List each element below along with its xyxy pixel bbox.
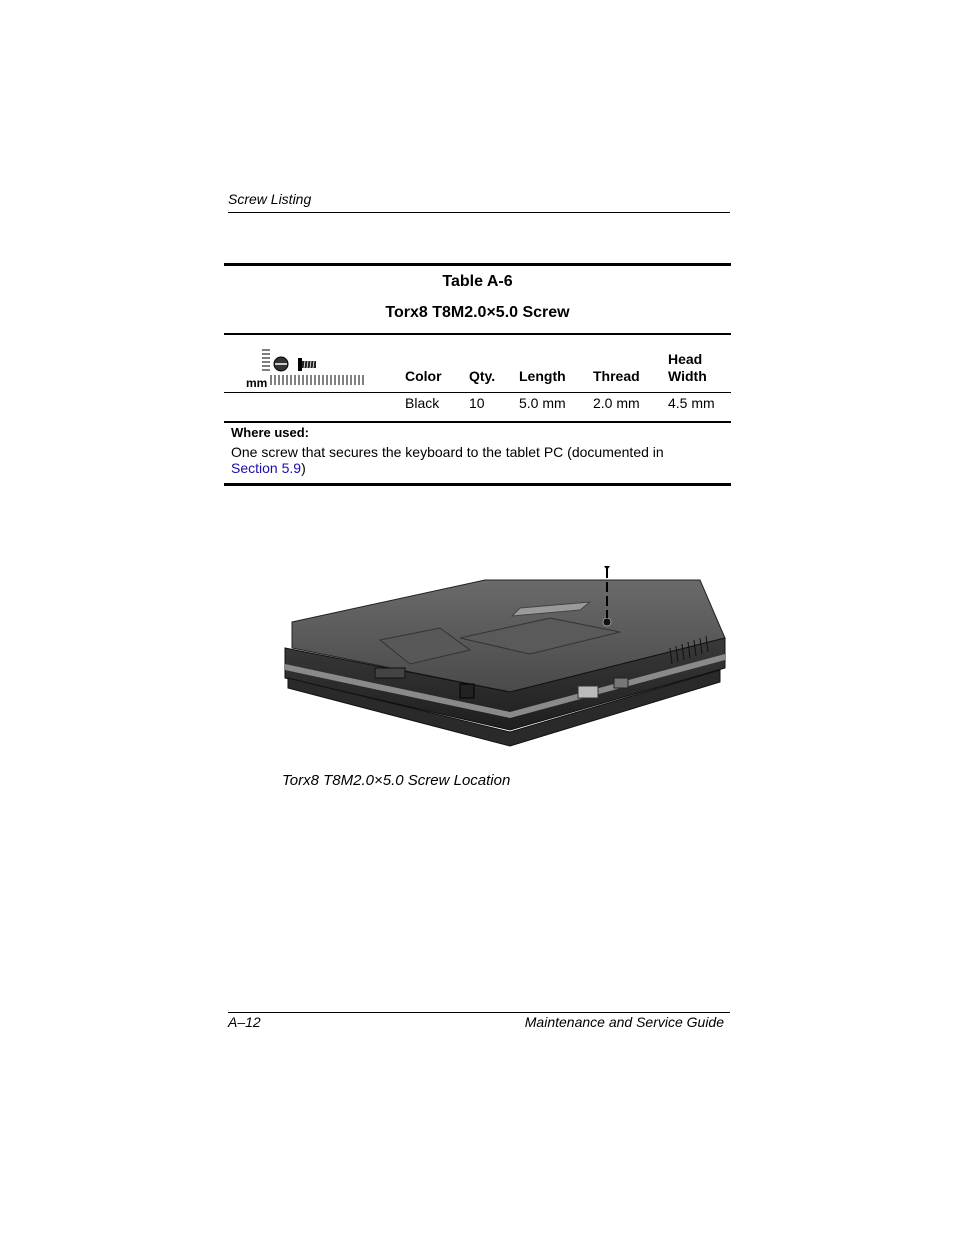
page-number: A–12 — [228, 1014, 261, 1030]
cell-head-width: 4.5 mm — [668, 395, 715, 411]
table-top-rule — [224, 263, 731, 266]
where-used-text: One screw that secures the keyboard to the tablet PC (documented in Section 5.9) — [231, 444, 664, 476]
footer-rule — [228, 1012, 730, 1013]
col-header-qty: Qty. — [469, 368, 496, 384]
where-used-label: Where used: — [231, 425, 310, 440]
guide-title: Maintenance and Service Guide — [524, 1014, 724, 1030]
cell-length: 5.0 mm — [519, 395, 566, 411]
header-row-rule — [224, 392, 731, 393]
figure-caption: Torx8 T8M2.0×5.0 Screw Location — [282, 772, 511, 789]
row-rule — [224, 421, 731, 423]
col-header-head-width: Head Width — [668, 351, 707, 384]
col-header-length: Length — [519, 368, 566, 384]
table-bottom-rule — [224, 483, 731, 486]
table-title: Torx8 T8M2.0×5.0 Screw — [385, 304, 570, 321]
icon-mm-label: mm — [246, 376, 268, 390]
table-number: Table A-6 — [442, 273, 513, 290]
tablet-pc-bottom-illustration — [280, 560, 730, 755]
cell-qty: 10 — [469, 395, 485, 411]
section-link[interactable]: Section 5.9 — [231, 460, 302, 476]
cell-color: Black — [405, 395, 440, 411]
running-header: Screw Listing — [228, 191, 312, 207]
header-rule — [228, 212, 730, 213]
col-header-thread: Thread — [593, 368, 640, 384]
col-header-color: Color — [405, 368, 442, 384]
table-title-rule — [224, 333, 731, 335]
cell-thread: 2.0 mm — [593, 395, 640, 411]
